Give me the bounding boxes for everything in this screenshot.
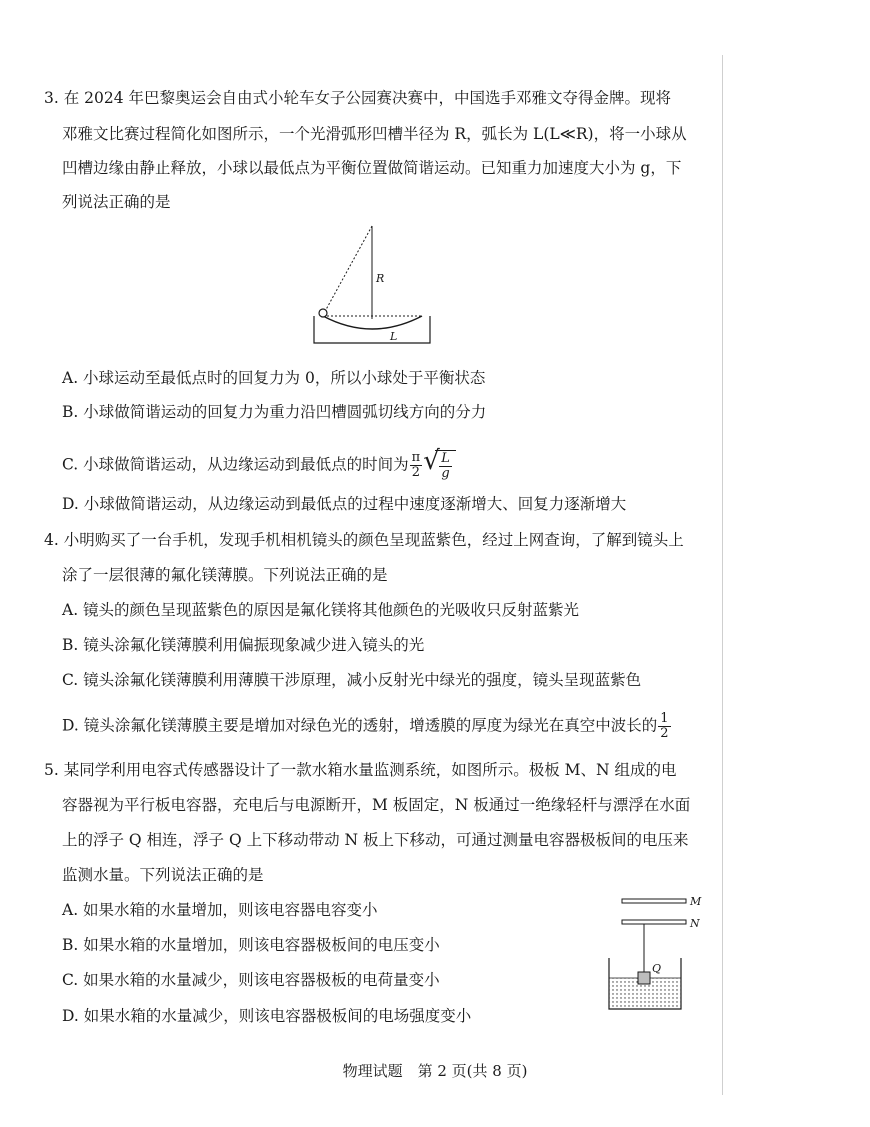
q3-option-a: A. 小球运动至最低点时的回复力为 0，所以小球处于平衡状态 [62,369,486,387]
plate-m [622,899,686,903]
q3-line3: 凹槽边缘由静止释放，小球以最低点为平衡位置做简谐运动。已知重力加速度大小为 g，下 [62,159,682,177]
q4-option-a: A. 镜头的颜色呈现蓝紫色的原因是氟化镁将其他颜色的光吸收只反射蓝紫光 [62,601,580,619]
radical-sign-icon: √ [423,446,440,476]
arc-groove-figure [310,222,435,347]
q5-line3: 上的浮子 Q 相连，浮子 Q 上下移动带动 N 板上下移动，可通过测量电容器极板间的电压来 [62,831,689,849]
q3-line1: 3. 在 2024 年巴黎奥运会自由式小轮车女子公园赛决赛中，中国选手邓雅文夺得金牌。现将 [44,89,672,107]
q4-option-d-text: D. 镜头涂氟化镁薄膜主要是增加对绿色光的透射，增透膜的厚度为绿光在真空中波长的 [62,716,658,735]
ball [319,309,327,317]
page-footer: 物理试题 第 2 页(共 8 页) [342,1062,528,1080]
q4-line1: 4. 小明购买了一台手机，发现手机相机镜头的颜色呈现蓝紫色，经过上网查询，了解到镜头上 [44,531,684,549]
q5-option-c: C. 如果水箱的水量减少，则该电容器极板的电荷量变小 [62,971,440,989]
q5-line4: 监测水量。下列说法正确的是 [62,866,264,884]
q5-line2: 容器视为平行板电容器，充电后与电源断开，M 板固定，N 板通过一绝缘轻杆与漂浮在水面 [62,796,691,814]
plate-n [622,920,686,924]
label-N: N [690,917,700,930]
label-M: M [690,895,702,908]
frac-numerator: π [411,450,421,465]
float-q [638,972,650,984]
q5-line1: 5. 某同学利用电容式传感器设计了一款水箱水量监测系统，如图所示。极板 M、N 组成的电 [44,761,677,779]
one-half-fraction [658,712,670,741]
frac-denominator: 2 [660,726,669,741]
label-Q: Q [652,962,662,975]
frac-numerator: 1 [660,711,669,726]
q4-line2: 涂了一层很薄的氟化镁薄膜。下列说法正确的是 [62,566,388,584]
q3-line2: 邓雅文比赛过程简化如图所示，一个光滑弧形凹槽半径为 R，弧长为 L(L≪R)，将一小球从 [62,125,687,143]
q3-option-b: B. 小球做简谐运动的回复力为重力沿凹槽圆弧切线方向的分力 [62,403,487,421]
label-L: L [390,330,398,343]
frac-denominator: 2 [411,465,421,480]
q3-line4: 列说法正确的是 [62,193,171,211]
q3-option-c-text: C. 小球做简谐运动，从边缘运动到最低点的时间为 [62,455,409,474]
q5-option-b: B. 如果水箱的水量增加，则该电容器极板间的电压变小 [62,936,440,954]
q4-option-b: B. 镜头涂氟化镁薄膜利用偏振现象减少进入镜头的光 [62,636,425,654]
sqrt-l-over-g [423,446,456,481]
q5-option-d: D. 如果水箱的水量减少，则该电容器极板间的电场强度变小 [62,1007,472,1025]
column-divider [722,55,723,1095]
q3-option-d: D. 小球做简谐运动，从边缘运动到最低点的过程中速度逐渐增大、回复力逐渐增大 [62,495,627,513]
q4-option-d [62,712,672,741]
sqrt-numerator: L [441,451,450,466]
capacitor-tank-figure [604,893,704,1013]
q3-option-c [62,446,456,481]
radius-dashed-line [323,226,372,315]
q4-option-c: C. 镜头涂氟化镁薄膜利用薄膜干涉原理，减小反射光中绿光的强度，镜头呈现蓝紫色 [62,671,642,689]
sqrt-denominator: g [441,466,450,481]
pi-over-2-fraction [410,451,423,480]
q5-option-a: A. 如果水箱的水量增加，则该电容器电容变小 [62,901,378,919]
label-R: R [376,272,385,285]
